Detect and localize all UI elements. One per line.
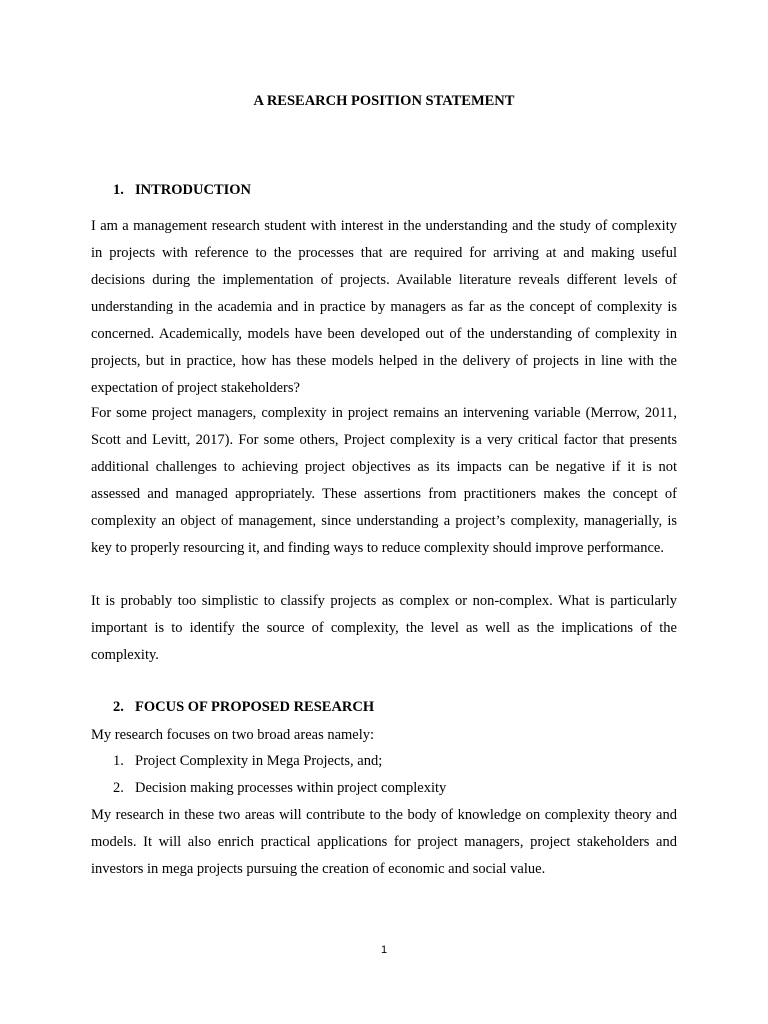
section-number: 1. [113, 182, 124, 198]
list-item [113, 753, 382, 770]
paragraph-focus-closing: My research in these two areas will contribute to the body of knowledge on complexity theory and models. It will also enrich practical applications for project managers, project stakeholders and investors in mega projects pursuing the creation of economic and social value. [91, 807, 677, 877]
list-item-text: Decision making processes within project complexity [135, 780, 447, 796]
section-heading-introduction [113, 182, 251, 199]
paragraph-focus-intro: My research focuses on two broad areas namely: [91, 727, 375, 743]
document-title: A RESEARCH POSITION STATEMENT [253, 93, 515, 109]
paragraph-introduction-3: It is probably too simplistic to classify projects as complex or non-complex. What is particularly important is to identify the source of complexity, the level as well as the implications of the complexity. [91, 593, 677, 663]
section-heading-focus [113, 699, 374, 716]
paragraph-introduction-1: I am a management research student with interest in the understanding and the study of complexity in projects with reference to the processes that are required for arriving at and making useful decisions during the implementation of projects. Available literature reveals different levels of understanding in the academia and in practice by managers as far as the concept of complexity is concerned. Academically, models have been developed out of the understanding of complexity in projects, but in practice, how has these models helped in the delivery of projects in line with the expectation of project stakeholders? [91, 218, 677, 396]
list-item-number: 2. [113, 780, 124, 796]
section-number: 2. [113, 699, 124, 715]
section-title: FOCUS OF PROPOSED RESEARCH [135, 699, 375, 715]
list-item-number: 1. [113, 753, 124, 769]
list-item [113, 780, 446, 797]
paragraph-introduction-2: For some project managers, complexity in project remains an intervening variable (Merrow, 2011, Scott and Levitt, 2017). For some others, Project complexity is a very critical factor that presents additional challenges to achieving project objectives as its impacts can be negative if it is not assessed and managed appropriately. These assertions from practitioners makes the concept of complexity an object of management, since understanding a project’s complexity, managerially, is key to properly resourcing it, and finding ways to reduce complexity should improve performance. [91, 405, 677, 556]
page-number: 1 [380, 944, 388, 956]
list-item-text: Project Complexity in Mega Projects, and; [135, 753, 383, 769]
section-title: INTRODUCTION [135, 182, 252, 198]
